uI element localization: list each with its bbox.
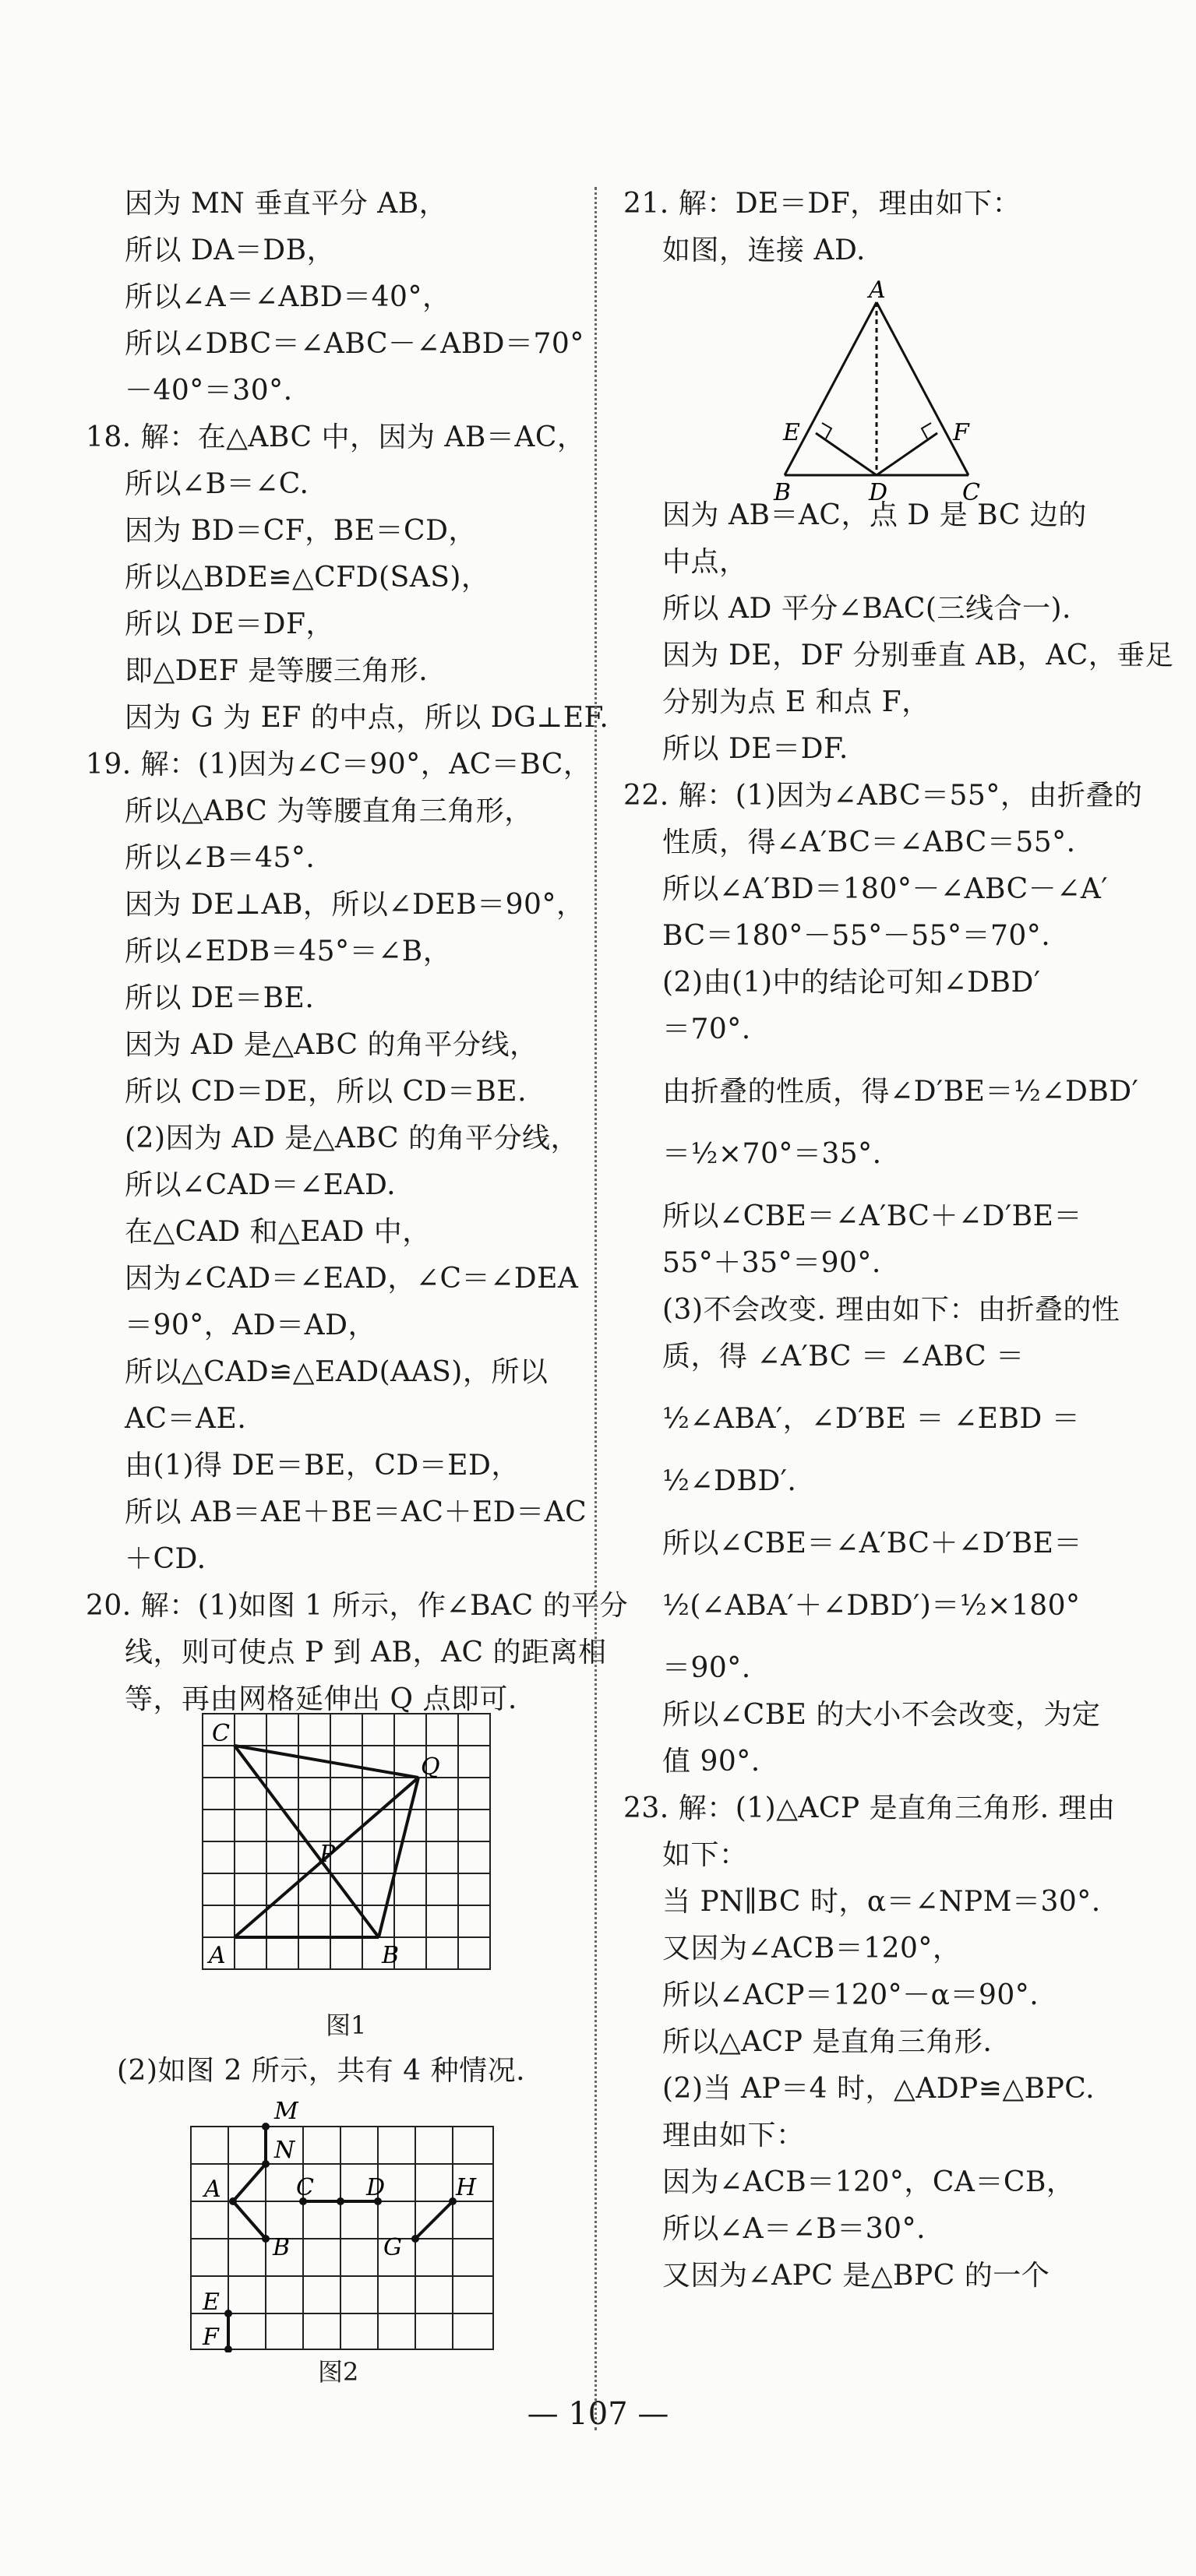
right-text-line: 所以∠A＝∠B＝30°.: [662, 2213, 926, 2245]
right-text-line: 因为∠ACB＝120°，CA＝CB，: [662, 2166, 1075, 2198]
left-text-line: 所以 DE＝BE.: [125, 982, 315, 1014]
right-text-line: 所以 DE＝DF.: [662, 733, 848, 765]
figure-2-caption: 图2: [318, 2357, 359, 2387]
fig2-label-M: M: [274, 2098, 298, 2125]
right-text-line: 性质，得∠A′BC＝∠ABC＝55°.: [662, 826, 1076, 858]
fig2-label-E: E: [203, 2289, 220, 2316]
fig2-label-G: G: [383, 2234, 402, 2261]
fig2-label-C: C: [296, 2174, 314, 2201]
left-text-line: 因为∠CAD＝∠EAD，∠C＝∠DEA: [125, 1263, 579, 1295]
fig2-label-B: B: [273, 2234, 291, 2261]
left-text-line: 在△CAD 和△EAD 中，: [125, 1216, 431, 1248]
fig1-label-C: C: [212, 1720, 230, 1747]
right-text-line: 23. 解：(1)△ACP 是直角三角形. 理由: [623, 1792, 1116, 1824]
fig2-label-A: A: [204, 2176, 221, 2203]
left-text-line: 等，再由网格延伸出 Q 点即可.: [125, 1683, 517, 1715]
fig2-label-D: D: [366, 2174, 386, 2201]
left-text-line: 由(1)得 DE＝BE，CD＝ED，: [125, 1450, 520, 1482]
left-text-line: 18. 解：在△ABC 中，因为 AB＝AC，: [86, 421, 586, 453]
left-text-line: 所以△CAD≌△EAD(AAS)，所以: [125, 1356, 549, 1388]
right-text-line: 由折叠的性质，得∠D′BE＝½∠DBD′: [662, 1076, 1139, 1108]
right-text-line: 所以∠ACP＝120°－α＝90°.: [662, 1979, 1039, 2011]
left-text-line: 所以△BDE≌△CFD(SAS)，: [125, 562, 490, 594]
left-text-line: 所以∠A＝∠ABD＝40°，: [125, 281, 451, 313]
column-divider: [594, 187, 597, 2430]
fig21-label-B: B: [774, 479, 792, 502]
fig1-label-A: A: [209, 1942, 226, 1969]
left-text-line: 因为 MN 垂直平分 AB，: [125, 188, 448, 220]
left-text-line: 所以 AB＝AE＋BE＝AC＋ED＝AC: [125, 1496, 587, 1528]
right-text-line: (2)由(1)中的结论可知∠DBD′: [662, 967, 1041, 999]
left-text-line: 所以∠CAD＝∠EAD.: [125, 1169, 397, 1201]
right-text-line: 值 90°.: [662, 1746, 760, 1778]
left-text-line: ＝90°，AD＝AD，: [125, 1309, 377, 1341]
right-text-line: ＝90°.: [662, 1652, 751, 1684]
right-text-line: 质，得 ∠A′BC ＝ ∠ABC ＝: [662, 1341, 1025, 1373]
fig21-label-C: C: [962, 479, 980, 502]
right-text-line: 又因为∠APC 是△BPC 的一个: [662, 2260, 1050, 2292]
left-text-line: 因为 G 为 EF 的中点，所以 DG⊥EF.: [125, 702, 609, 734]
left-text-line: 所以∠B＝45°.: [125, 842, 316, 874]
right-text-line: 因为 DE，DF 分别垂直 AB，AC，垂足: [662, 640, 1174, 671]
right-text-line: BC＝180°－55°－55°＝70°.: [662, 920, 1051, 952]
right-text-line: 分别为点 E 和点 F，: [662, 686, 930, 718]
fig21-label-D: D: [869, 479, 888, 502]
right-text-line: 所以∠CBE＝∠A′BC＋∠D′BE＝: [662, 1528, 1082, 1559]
left-text-line: 19. 解：(1)因为∠C＝90°，AC＝BC，: [86, 749, 592, 781]
right-text-line: 因为 AB＝AC，点 D 是 BC 边的: [662, 499, 1087, 531]
fig1-label-B: B: [382, 1942, 400, 1969]
left-text-line: 所以 DA＝DB，: [125, 234, 336, 266]
right-text-line: 如下：: [662, 1839, 748, 1871]
right-text-line: ＝½×70°＝35°.: [662, 1138, 882, 1170]
left-text-line: 所以 DE＝DF，: [125, 608, 334, 640]
right-text-line: 所以∠CBE 的大小不会改变，为定: [662, 1699, 1101, 1731]
fig1-label-P: P: [319, 1841, 336, 1868]
fig21-label-E: E: [783, 419, 800, 446]
right-text-line: (2)当 AP＝4 时，△ADP≌△BPC.: [662, 2073, 1095, 2105]
fig1-label-Q: Q: [421, 1753, 440, 1781]
right-text-line: 如图，连接 AD.: [662, 234, 866, 266]
right-text-line: 所以∠A′BD＝180°－∠ABC－∠A′: [662, 873, 1109, 905]
right-text-line: 22. 解：(1)因为∠ABC＝55°，由折叠的: [623, 780, 1143, 812]
right-text-line: ½∠ABA′，∠D′BE ＝ ∠EBD ＝: [662, 1403, 1081, 1435]
left-text-line: 即△DEF 是等腰三角形.: [125, 655, 429, 687]
left-text-line: 线，则可使点 P 到 AB，AC 的距离相: [125, 1637, 607, 1669]
right-text-line: 55°＋35°＝90°.: [662, 1247, 881, 1279]
figure-2: [187, 2095, 499, 2352]
right-text-line: ½(∠ABA′＋∠DBD′)＝½×180°: [662, 1590, 1081, 1622]
figure-1: [195, 1706, 499, 2002]
fig2-label-F: F: [203, 2324, 219, 2351]
right-text-line: 所以△ACP 是直角三角形.: [662, 2026, 993, 2058]
left-text-line: 所以△ABC 为等腰直角三角形，: [125, 795, 533, 827]
left-text-line: 因为 AD 是△ABC 的角平分线，: [125, 1029, 538, 1061]
right-text-line: 中点，: [662, 546, 748, 578]
left-text-line: 20. 解：(1)如图 1 所示，作∠BAC 的平分: [86, 1590, 629, 1622]
left-text-line: 所以∠DBC＝∠ABC－∠ABD＝70°: [125, 328, 584, 360]
figure-21: [767, 280, 993, 502]
right-text-line: (3)不会改变. 理由如下：由折叠的性: [662, 1294, 1120, 1326]
right-text-line: 所以 AD 平分∠BAC(三线合一).: [662, 593, 1071, 625]
left-text-line: 所以∠B＝∠C.: [125, 468, 309, 500]
left-text-line: AC＝AE.: [125, 1403, 247, 1435]
fig21-label-F: F: [953, 419, 969, 446]
fig21-label-A: A: [869, 280, 886, 304]
right-text-line: 21. 解：DE＝DF，理由如下：: [623, 188, 1021, 220]
figure-2-intro: (2)如图 2 所示，共有 4 种情况.: [117, 2055, 526, 2087]
right-text-line: 又因为∠ACB＝120°，: [662, 1933, 961, 1965]
fig2-label-H: H: [456, 2174, 477, 2201]
left-text-line: 所以 CD＝DE，所以 CD＝BE.: [125, 1076, 527, 1108]
right-text-line: 所以∠CBE＝∠A′BC＋∠D′BE＝: [662, 1200, 1082, 1232]
left-text-line: (2)因为 AD 是△ABC 的角平分线，: [125, 1122, 580, 1154]
left-text-line: 所以∠EDB＝45°＝∠B，: [125, 936, 452, 967]
left-text-line: －40°＝30°.: [125, 375, 293, 407]
page-number: — 107 —: [527, 2396, 669, 2432]
left-text-line: 因为 BD＝CF，BE＝CD，: [125, 515, 477, 547]
left-text-line: 因为 DE⊥AB，所以∠DEB＝90°，: [125, 889, 585, 921]
figure-1-caption: 图1: [326, 2010, 367, 2040]
right-text-line: ½∠DBD′.: [662, 1465, 797, 1497]
left-text-line: ＋CD.: [125, 1543, 206, 1575]
fig2-label-N: N: [274, 2137, 295, 2164]
right-text-line: 当 PN∥BC 时，α＝∠NPM＝30°.: [662, 1886, 1101, 1918]
right-text-line: ＝70°.: [662, 1013, 751, 1045]
right-text-line: 理由如下：: [662, 2120, 805, 2151]
